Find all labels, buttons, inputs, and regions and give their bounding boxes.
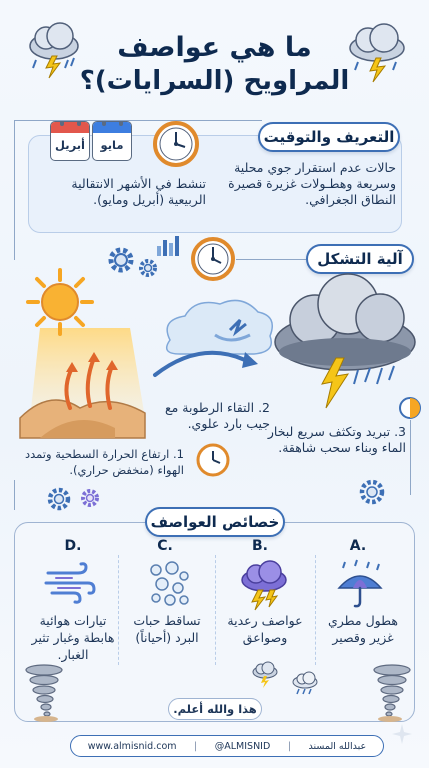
characteristic-d-letter: D. [64, 538, 82, 554]
umbrella-rain-icon [335, 560, 385, 608]
footer-handle-link[interactable]: @ALMISNID [214, 740, 271, 752]
flow-line [14, 120, 15, 260]
hail-icon [146, 562, 190, 606]
characteristic-a-text: هطول مطري غزير وقصير [328, 613, 398, 645]
footer-bar [70, 735, 384, 757]
bar-chart-icon [155, 234, 181, 256]
footer-separator: | [194, 740, 198, 752]
column-divider [118, 555, 119, 665]
column-divider [315, 555, 316, 665]
air-masses-illustration [150, 290, 280, 390]
rain-cloud-icon [290, 672, 320, 696]
calendar-april-label: أبريل [55, 138, 85, 152]
sun-desert-illustration [20, 268, 145, 438]
page-title-line2: المراويح (السرايات)؟ [79, 66, 350, 96]
step-2-text: 2. التقاء الرطوبة مع جيب بارد علوي. [164, 400, 270, 431]
thunderstorm-icon [238, 560, 290, 610]
flow-line [410, 420, 411, 495]
section-heading-definition: التعريف والتوقيت [258, 122, 400, 152]
clock-icon [195, 442, 231, 478]
flow-line [14, 120, 262, 121]
cumulonimbus-cloud-illustration [270, 272, 420, 412]
storm-cloud-icon [22, 20, 86, 80]
calendar-may-label: مايو [100, 138, 124, 152]
sparkle-icon [392, 724, 412, 744]
page-title-line1: ما هي عواصف [117, 32, 312, 63]
section-heading-characteristics: خصائص العواصف [145, 507, 285, 537]
storm-cloud-icon [342, 22, 412, 84]
characteristic-d-text: تيارات هوائية هابطة وغبار تثير الغبار. [31, 613, 115, 662]
column-divider [215, 555, 216, 665]
wind-icon [44, 563, 96, 605]
closing-note: هذا والله أعلم. [168, 698, 262, 720]
clock-icon [190, 236, 236, 282]
storm-cloud-icon [250, 662, 280, 688]
flow-line [14, 480, 15, 510]
step-1-text: 1. ارتفاع الحرارة السطحية وتمدد الهواء (منخفض حراري). [25, 447, 184, 477]
footer-website-link[interactable]: www.almisnid.com [87, 740, 177, 752]
calendar-april-icon [50, 121, 90, 161]
flow-line [236, 259, 306, 260]
step-3-text: 3. تبريد وتكثف سريع لبخار الماء وبناء سحب شاهقة. [267, 424, 406, 455]
characteristic-c-letter: C. [157, 538, 173, 554]
timing-text: تنشط في الأشهر الانتقالية الربيعية (أبريل ومايو). [71, 176, 206, 207]
gear-icon [46, 486, 72, 512]
characteristic-a-letter: A. [349, 538, 367, 554]
characteristic-c-text: تساقط حبات البرد (أحياناً) [133, 613, 201, 645]
footer-separator: | [287, 740, 292, 752]
clock-icon [152, 120, 200, 168]
characteristic-b-letter: B. [252, 538, 268, 554]
progress-circle-icon [398, 396, 422, 420]
tornado-icon [372, 664, 412, 722]
tornado-icon [24, 664, 64, 722]
definition-text: حالات عدم استقرار جوي محلية وسريعة وهطـولات غزيرة قصيرة النطاق الجغرافي. [228, 160, 396, 207]
calendar-may-icon [92, 121, 132, 161]
characteristic-b-text: عواصف رعدية وصواعق [227, 613, 303, 645]
gear-icon [80, 488, 100, 508]
footer-author: عبدالله المسند [308, 740, 367, 752]
section-heading-mechanism: آلية التشكل [306, 244, 414, 274]
gear-icon [358, 478, 386, 506]
